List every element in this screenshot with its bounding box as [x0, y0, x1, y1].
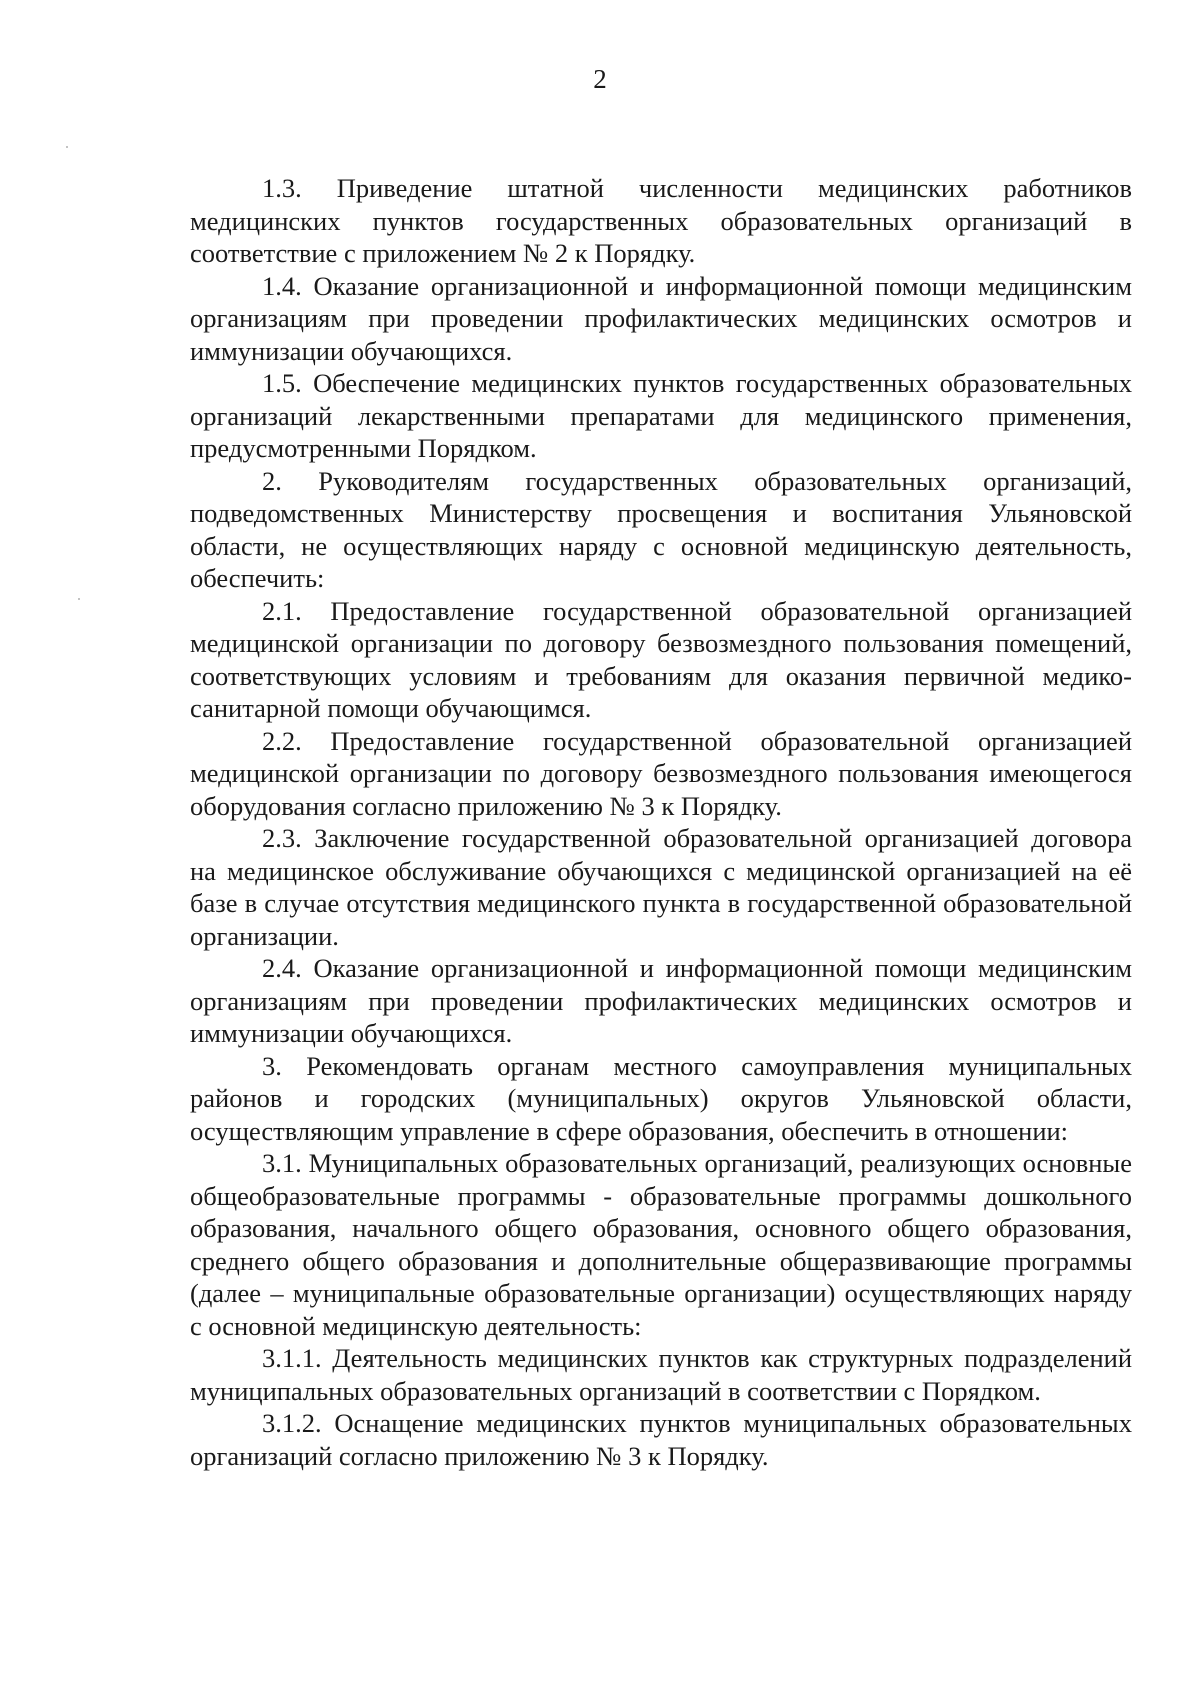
paragraph-1-5: 1.5. Обеспечение медицинских пунктов государственных образовательных организаций лекарственными препаратами для медицинского применения, предусмотренными Порядком. — [190, 368, 1132, 463]
paragraph-3: 3. Рекомендовать органам местного самоуправления муниципальных районов и городских (муниципальных) округов Ульяновской области, осуществляющим управление в сфере образования, обеспечить в отношении: — [190, 1050, 1132, 1146]
paragraph-3-1-2: 3.1.2. Оснащение медицинских пунктов муниципальных образовательных организаций согласно приложению № 3 к Порядку. — [190, 1408, 1132, 1471]
paragraph-3-1: 3.1. Муниципальных образовательных организаций, реализующих основные общеобразовательные программы - образовательные программы дошкольного образования, начального общего образования, основного общего образования, среднего общего образования и дополнительные общеразвивающие программы (далее – муниципальные образовательные организации) осуществляющих наряду с основной медицинскую деятельность: — [190, 1148, 1132, 1341]
paragraph-2-3: 2.3. Заключение государственной образовательной организацией договора на медицинское обслуживание обучающихся с медицинской организацией на её базе в случае отсутствия медицинского пункта в государственной образовательной организации. — [190, 823, 1132, 951]
page-number: 2 — [593, 64, 607, 94]
paragraph-1-3: 1.3. Приведение штатной численности медицинских работников медицинских пунктов государственных образовательных организаций в соответствие с приложением № 2 к Порядку. — [190, 173, 1132, 268]
paragraph-2: 2. Руководителям государственных образовательных организаций, подведомственных Министерству просвещения и воспитания Ульяновской области, не осуществляющих наряду с основной медицинскую деятельность, обеспечить: — [190, 465, 1132, 593]
paragraph-3-1-1: 3.1.1. Деятельность медицинских пунктов как структурных подразделений муниципальных образовательных организаций в соответствии с Порядком. — [190, 1343, 1132, 1406]
scan-speck — [66, 146, 68, 148]
paragraph-2-2: 2.2. Предоставление государственной образовательной организацией медицинской организации по договору безвозмездного пользования имеющегося оборудования согласно приложению № 3 к Порядку. — [190, 725, 1132, 821]
paragraph-2-1: 2.1. Предоставление государственной образовательной организацией медицинской организации по договору безвозмездного пользования помещений, соответствующих условиям и требованиям для оказания первичной медико-санитарной помощи обучающимся. — [190, 595, 1132, 723]
paragraph-2-4: 2.4. Оказание организационной и информационной помощи медицинским организациям при проведении профилактических медицинских осмотров и иммунизации обучающихся. — [190, 953, 1132, 1048]
paragraph-1-4: 1.4. Оказание организационной и информационной помощи медицинским организациям при проведении профилактических медицинских осмотров и иммунизации обучающихся. — [190, 270, 1132, 366]
scan-speck — [78, 598, 80, 600]
document-body — [190, 172, 1132, 1472]
